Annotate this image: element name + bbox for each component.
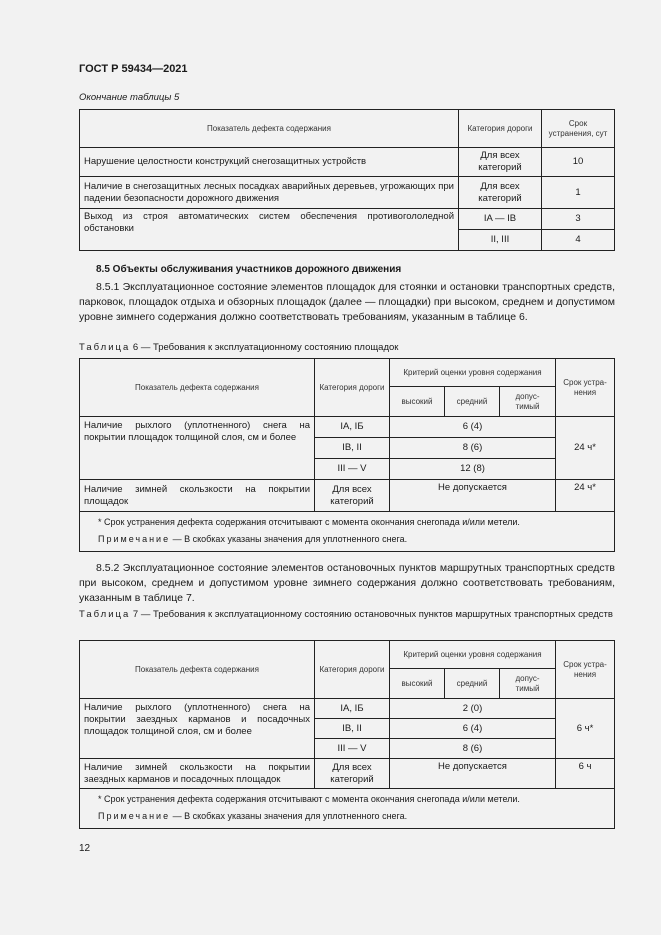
t5-head-term: Срок устранения, сут [542, 110, 615, 148]
t7-row2-category: Для всех категорий [315, 759, 390, 789]
t7-head-indicator: Показатель дефекта содержания [80, 641, 315, 699]
t5-row3-term1: 3 [542, 209, 615, 230]
t6-head-high: высокий [390, 387, 445, 417]
t7-row2-value: Не допускается [390, 759, 556, 789]
table5 [79, 109, 615, 251]
t6-row1-cat-c: III — V [315, 459, 390, 480]
t5-row3-term2: 4 [542, 230, 615, 251]
t7-head-term: Срок устра-нения [556, 641, 615, 699]
t6-note-label: Примечание [98, 534, 171, 544]
t7-note-text: — В скобках указаны значения для уплотненного снега. [170, 811, 408, 821]
t6-head-category: Категория дороги [315, 359, 390, 417]
t7-head-allow: допус-тимый [500, 669, 556, 699]
standard-header: ГОСТ Р 59434—2021 [79, 63, 188, 75]
table-row [80, 148, 615, 177]
t5-head-indicator: Показатель дефекта содержания [80, 110, 459, 148]
t7-row2-indicator: Наличие зимней скользкости на покрытии заездных карманов и посадочных площадок [80, 759, 315, 789]
t7-row1-term: 6 ч* [556, 699, 615, 759]
t6-note-text: — В скобках указаны значения для уплотненного снега. [170, 534, 408, 544]
table-row [80, 759, 615, 789]
t5-row1-category: Для всех категорий [459, 148, 542, 177]
table6-caption [79, 342, 619, 354]
t7-head-criterion: Критерий оценки уровня содержания [390, 641, 556, 669]
table7-caption-text: 7 — Требования к эксплуатационному состоянию остановочных пунктов маршрутных транспортных средств [132, 609, 613, 620]
table7-label: Таблица [79, 609, 131, 620]
t7-head-mid: средний [445, 669, 500, 699]
t7-row2-term: 6 ч [556, 759, 615, 789]
table-row [80, 209, 615, 230]
table6 [79, 358, 615, 552]
t7-head-category: Категория дороги [315, 641, 390, 699]
paragraph-8-5-2: 8.5.2 Эксплуатационное состояние элементов остановочных пунктов маршрутных транспортных средств при высоком, среднем и допустимом уровне зимнего содержания должно соответствовать требованиям, указанным в таблице 7. [79, 562, 615, 604]
t6-row2-value: Не допускается [390, 480, 556, 512]
t6-row2-category: Для всех категорий [315, 480, 390, 512]
t7-row1-cat-b: IB, II [315, 719, 390, 739]
t6-head-term: Срок устра-нения [556, 359, 615, 417]
t6-row2-term: 24 ч* [556, 480, 615, 512]
table7-caption [79, 609, 619, 621]
t6-row1-val-a: 6 (4) [390, 417, 556, 438]
paragraph-8-5-1: 8.5.1 Эксплуатационное состояние элементов площадок для стоянки и остановки транспортных средств, парковок, площадок отдыха и обзорных площадок (далее — площадки) при высоком, среднем и допустимом уровне зимнего содержания должно соответствовать требованиям, указанным в таблице 6. [79, 281, 615, 323]
t7-row1-val-c: 8 (6) [390, 739, 556, 759]
table-row [80, 177, 615, 209]
t5-head-category: Категория дороги [459, 110, 542, 148]
page-number: 12 [79, 843, 91, 854]
table6-caption-text: 6 — Требования к эксплуатационному состоянию площадок [132, 342, 399, 353]
table-row [80, 417, 615, 438]
t6-row1-indicator: Наличие рыхлого (уплотненного) снега на покрытии площадок толщиной слоя, см и более [80, 417, 315, 480]
t5-row2-indicator: Наличие в снегозащитных лесных посадках аварийных деревьев, угрожающих при падении безопасности дорожного движения [80, 177, 459, 209]
t6-row1-cat-a: IA, IБ [315, 417, 390, 438]
table6-label: Таблица [79, 342, 131, 353]
t6-row1-term: 24 ч* [556, 417, 615, 480]
t7-row1-indicator: Наличие рыхлого (уплотненного) снега на покрытии заездных карманов и посадочных площадок толщиной слоя, см и более [80, 699, 315, 759]
t7-row1-cat-a: IA, IБ [315, 699, 390, 719]
table-row [80, 699, 615, 719]
t5-row1-indicator: Нарушение целостности конструкций снегозащитных устройств [80, 148, 459, 177]
t6-row1-val-b: 8 (6) [390, 438, 556, 459]
table5-caption: Окончание таблицы 5 [79, 92, 180, 103]
t5-row3-category1: IA — IB [459, 209, 542, 230]
t6-footnote: * Срок устранения дефекта содержания отсчитывают с момента окончания снегопада и/или метели. [80, 512, 615, 532]
t7-head-high: высокий [390, 669, 445, 699]
table-row [80, 480, 615, 512]
t6-row1-val-c: 12 (8) [390, 459, 556, 480]
t7-row1-val-a: 2 (0) [390, 699, 556, 719]
t7-row1-val-b: 6 (4) [390, 719, 556, 739]
t6-note [80, 531, 615, 552]
t6-row2-indicator: Наличие зимней скользкости на покрытии площадок [80, 480, 315, 512]
t7-note [80, 808, 615, 829]
t6-head-mid: средний [445, 387, 500, 417]
table7 [79, 640, 615, 829]
t5-row3-category2: II, III [459, 230, 542, 251]
t6-head-allow: допус-тимый [500, 387, 556, 417]
t7-footnote: * Срок устранения дефекта содержания отсчитывают с момента окончания снегопада и/или метели. [80, 789, 615, 809]
t6-head-indicator: Показатель дефекта содержания [80, 359, 315, 417]
t7-row1-cat-c: III — V [315, 739, 390, 759]
t5-row3-indicator: Выход из строя автоматических систем обеспечения противогололедной обстановки [80, 209, 459, 251]
t6-row1-cat-b: IB, II [315, 438, 390, 459]
section-title: 8.5 Объекты обслуживания участников дорожного движения [96, 264, 402, 275]
t5-row1-term: 10 [542, 148, 615, 177]
t5-row2-category: Для всех категорий [459, 177, 542, 209]
t7-note-label: Примечание [98, 811, 171, 821]
t6-head-criterion: Критерий оценки уровня содержания [390, 359, 556, 387]
t5-row2-term: 1 [542, 177, 615, 209]
